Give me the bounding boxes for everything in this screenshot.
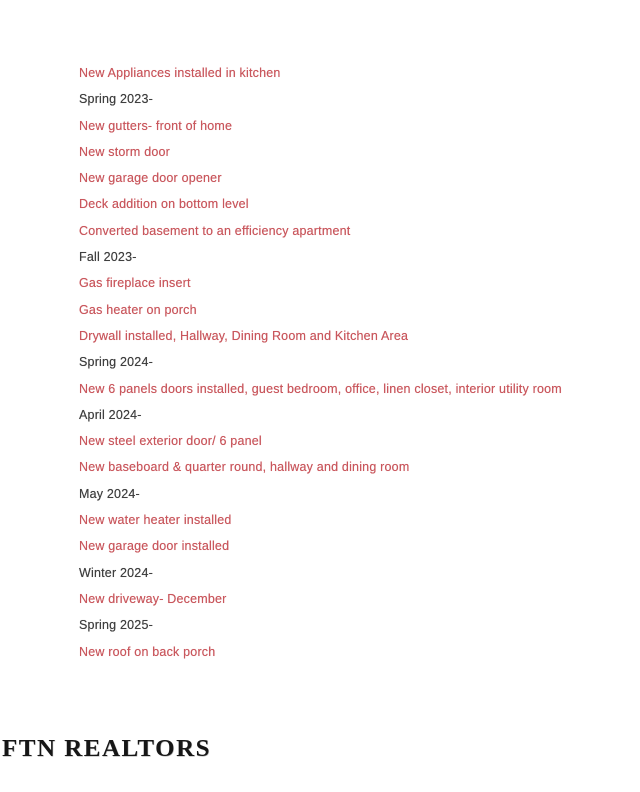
list-line-item: New roof on back porch [79,644,216,659]
list-line-item: New steel exterior door/ 6 panel [79,434,262,449]
list-line-heading: April 2024- [79,407,142,422]
list-line-heading: Spring 2024- [79,355,153,370]
list-line-item: New water heater installed [79,513,232,528]
list-line-item: Drywall installed, Hallway, Dining Room and Kitchen Area [79,328,409,343]
list-line-heading: May 2024- [79,486,140,501]
list-line-item: New Appliances installed in kitchen [79,66,281,80]
list-line-heading: Spring 2025- [79,618,153,633]
list-line-item: New garage door installed [79,539,230,554]
list-line-item: Deck addition on bottom level [79,197,249,212]
list-line-item: New storm door [79,144,171,159]
list-line-item: New 6 panels doors installed, guest bedroom, office, linen closet, interior utility room [79,381,562,396]
improvements-list [79,60,610,665]
list-line-item: New garage door opener [79,171,222,186]
list-line-heading: Fall 2023- [79,250,137,265]
list-line-item: New baseboard & quarter round, hallway and dining room [79,460,410,475]
list-line-heading: Spring 2023- [79,92,153,107]
list-line-item: Gas fireplace insert [79,276,191,291]
list-line-item: Converted basement to an efficiency apartment [79,223,351,238]
list-line-item: New gutters- front of home [79,118,233,133]
list-line-item: New driveway- December [79,591,227,606]
list-line-heading: Winter 2024- [79,565,153,580]
ftn-realtors-logo: FTN REALTORS [2,736,212,762]
list-line-item: Gas heater on porch [79,302,197,317]
